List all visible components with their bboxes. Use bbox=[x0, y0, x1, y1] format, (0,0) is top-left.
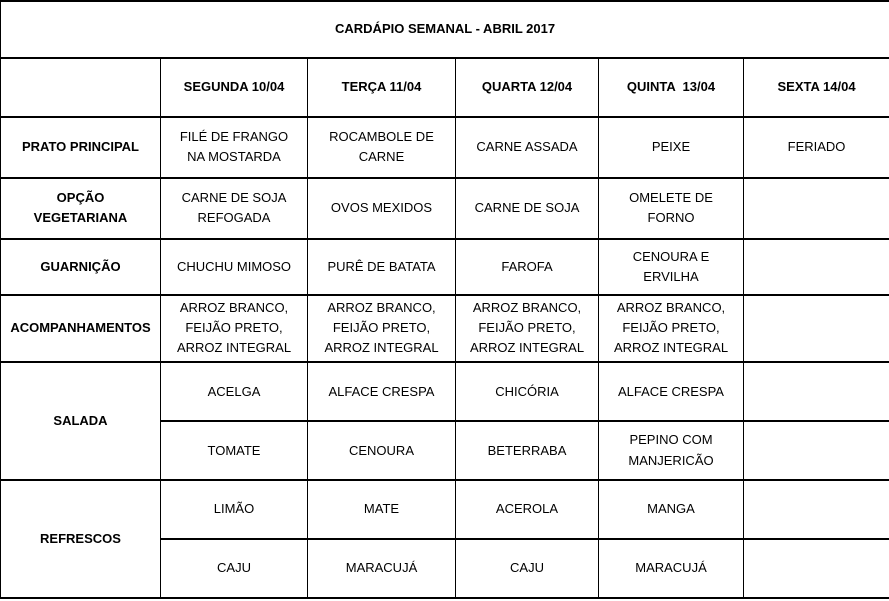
menu-cell: ARROZ BRANCO, FEIJÃO PRETO, ARROZ INTEGRAL bbox=[308, 295, 456, 363]
menu-cell: OVOS MEXIDOS bbox=[308, 178, 456, 239]
menu-cell: PURÊ DE BATATA bbox=[308, 239, 456, 295]
menu-cell: MATE bbox=[308, 480, 456, 539]
menu-cell: ARROZ BRANCO, FEIJÃO PRETO, ARROZ INTEGRAL bbox=[456, 295, 599, 363]
menu-cell: CHUCHU MIMOSO bbox=[161, 239, 308, 295]
row-label-salada: SALADA bbox=[1, 362, 161, 480]
menu-cell: CENOURA E ERVILHA bbox=[599, 239, 744, 295]
menu-cell: TOMATE bbox=[161, 421, 308, 480]
menu-cell: CARNE DE SOJA REFOGADA bbox=[161, 178, 308, 239]
menu-cell: MARACUJÁ bbox=[308, 539, 456, 598]
menu-cell bbox=[744, 295, 889, 363]
menu-cell bbox=[744, 178, 889, 239]
menu-cell: CHICÓRIA bbox=[456, 362, 599, 421]
row-label-opcao-vegetariana: OPÇÃO VEGETARIANA bbox=[1, 178, 161, 239]
title-row bbox=[1, 1, 889, 58]
menu-cell: ACEROLA bbox=[456, 480, 599, 539]
menu-cell bbox=[744, 362, 889, 421]
table-row-guarnicao bbox=[1, 239, 889, 295]
menu-cell: CAJU bbox=[456, 539, 599, 598]
corner-cell bbox=[1, 58, 161, 117]
menu-cell: ALFACE CRESPA bbox=[599, 362, 744, 421]
menu-cell: ARROZ BRANCO, FEIJÃO PRETO, ARROZ INTEGRAL bbox=[161, 295, 308, 363]
menu-cell: MANGA bbox=[599, 480, 744, 539]
menu-cell: ROCAMBOLE DE CARNE bbox=[308, 117, 456, 178]
menu-cell: CARNE ASSADA bbox=[456, 117, 599, 178]
row-label-acompanhamentos: ACOMPANHAMENTOS bbox=[1, 295, 161, 363]
day-header-row bbox=[1, 58, 889, 117]
menu-cell: ACELGA bbox=[161, 362, 308, 421]
row-label-refrescos: REFRESCOS bbox=[1, 480, 161, 598]
table-row-acompanhamentos bbox=[1, 295, 889, 363]
menu-cell: FAROFA bbox=[456, 239, 599, 295]
table-row-prato-principal bbox=[1, 117, 889, 178]
day-header-quinta: QUINTA 13/04 bbox=[599, 58, 744, 117]
menu-cell: FERIADO bbox=[744, 117, 889, 178]
day-header-quarta: QUARTA 12/04 bbox=[456, 58, 599, 117]
menu-cell: PEIXE bbox=[599, 117, 744, 178]
table-row-salada-1 bbox=[1, 362, 889, 421]
day-header-segunda: SEGUNDA 10/04 bbox=[161, 58, 308, 117]
day-header-sexta: SEXTA 14/04 bbox=[744, 58, 889, 117]
menu-cell: CARNE DE SOJA bbox=[456, 178, 599, 239]
menu-cell: ARROZ BRANCO, FEIJÃO PRETO, ARROZ INTEGRAL bbox=[599, 295, 744, 363]
menu-cell: CAJU bbox=[161, 539, 308, 598]
menu-cell: ALFACE CRESPA bbox=[308, 362, 456, 421]
menu-cell: LIMÃO bbox=[161, 480, 308, 539]
table-row-refrescos-1 bbox=[1, 480, 889, 539]
menu-cell: BETERRABA bbox=[456, 421, 599, 480]
menu-cell bbox=[744, 421, 889, 480]
menu-cell bbox=[744, 539, 889, 598]
page-title: CARDÁPIO SEMANAL - ABRIL 2017 bbox=[1, 1, 889, 58]
menu-cell: FILÉ DE FRANGO NA MOSTARDA bbox=[161, 117, 308, 178]
menu-cell: CENOURA bbox=[308, 421, 456, 480]
row-label-guarnicao: GUARNIÇÃO bbox=[1, 239, 161, 295]
menu-cell: PEPINO COM MANJERICÃO bbox=[599, 421, 744, 480]
menu-cell bbox=[744, 239, 889, 295]
row-label-prato-principal: PRATO PRINCIPAL bbox=[1, 117, 161, 178]
menu-cell: OMELETE DE FORNO bbox=[599, 178, 744, 239]
table-row-opcao-vegetariana bbox=[1, 178, 889, 239]
menu-cell: MARACUJÁ bbox=[599, 539, 744, 598]
menu-cell bbox=[744, 480, 889, 539]
day-header-terca: TERÇA 11/04 bbox=[308, 58, 456, 117]
